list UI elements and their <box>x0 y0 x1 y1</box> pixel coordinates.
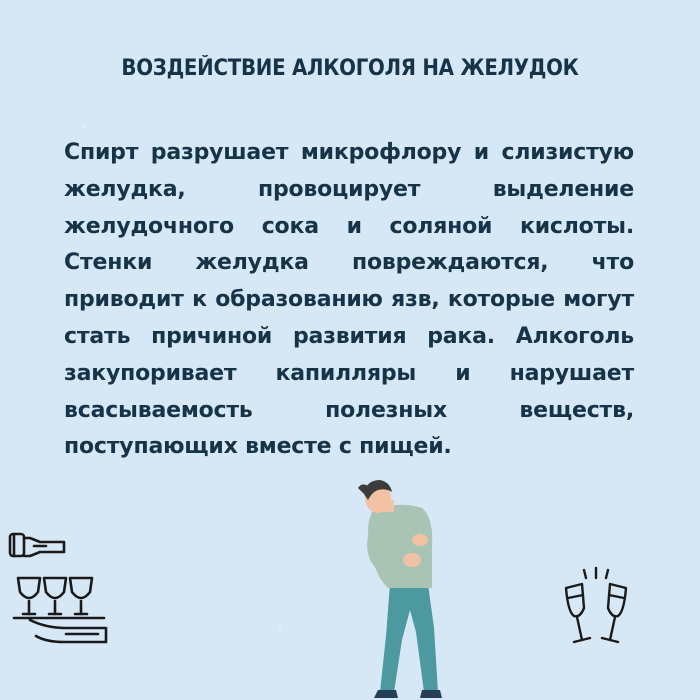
poster-body-text <box>64 135 634 466</box>
poster-title: ВОЗДЕЙСТВИЕ АЛКОГОЛЯ НА ЖЕЛУДОК <box>121 56 579 81</box>
person-with-stomach-ache-illustration <box>338 478 478 700</box>
bottle-and-wine-glasses-icon <box>6 524 116 654</box>
body-paragraph: Спирт разрушает микрофлору и слизистую желудка, провоцирует выделение желудочного сока и соляной кислоты. Стенки желудка повреждаются, что приводит к образованию язв, которые могут стать причиной развития рака. Алкоголь закупоривает капилляры и нарушает всасываемость полезных веществ, поступающих вместе с пищей. <box>64 140 634 460</box>
champagne-glasses-toast-icon <box>548 566 648 666</box>
